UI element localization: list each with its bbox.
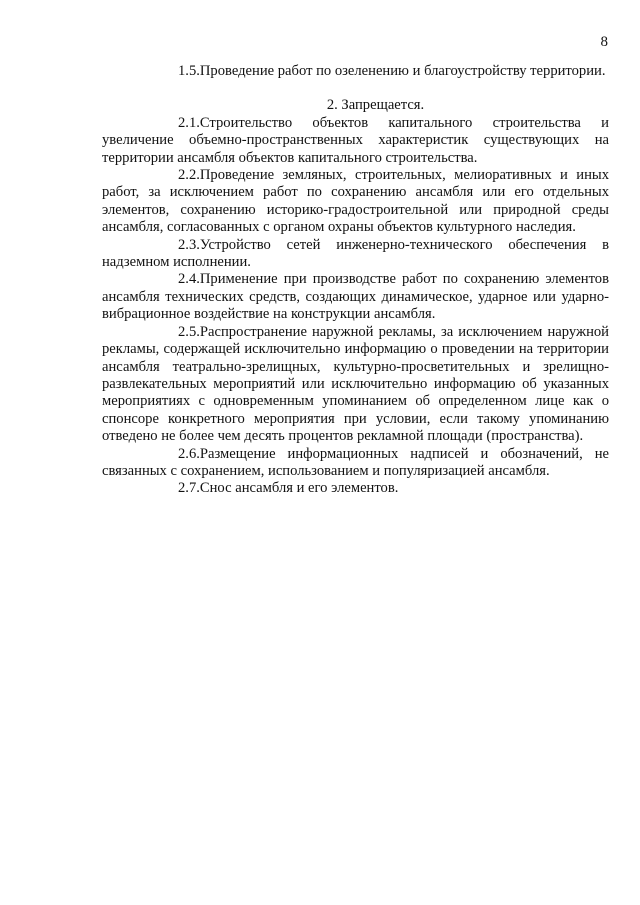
item-number: 2.4. [178,271,200,288]
item-text: Снос ансамбля и его элементов. [199,480,399,497]
item-number: 2.6. [178,445,200,462]
item-number: 2.2. [178,167,200,184]
item-text: Строительство объектов капитального строительства и увеличение объемно-пространственных характеристик существующих на территории ансамбля объектов капитального строительства. [102,114,609,166]
item-number: 2.7. [178,480,200,497]
item-text: Устройство сетей инженерно-технического обеспечения в надземном исполнении. [102,236,609,271]
list-item-2-4 [102,271,609,323]
list-item-2-7 [102,480,609,497]
document-body [102,63,609,498]
section-heading: 2. Запрещается. [326,97,425,114]
list-item-2-1 [102,115,609,167]
list-item-2-5 [102,324,609,446]
item-text: Распространение наружной рекламы, за исключением наружной рекламы, содержащей исключительно информацию о проведении на территории ансамбля театрально-зрелищных, культурно-просветительных и зрелищно-развлекательных мероприятий или исключительно информацию об указанных мероприятиях с одновременным упоминанием об определенном лице как о спонсоре конкретного мероприятия при условии, если такому упоминанию отведено не более чем десять процентов рекламной площади (пространства). [102,323,609,445]
item-text: Применение при производстве работ по сохранению элементов ансамбля технических средств, создающих динамическое, ударное или ударно-вибрационное воздействие на конструкции ансамбля. [102,271,609,323]
item-number: 1.5. [178,63,200,79]
list-item-2-6 [102,446,609,481]
page-number: 8 [600,34,608,50]
item-number: 2.3. [178,236,200,253]
item-text: Проведение работ по озеленению и благоустройству территории. [199,63,606,79]
item-number: 2.5. [178,323,200,340]
list-item-2-2 [102,167,609,237]
list-item-1-5 [102,63,609,80]
list-item-2-3 [102,237,609,272]
item-text: Проведение земляных, строительных, мелиоративных и иных работ, за исключением работ по сохранению ансамбля или его отдельных элементов, сохранению историко-градостроительной или природной среды ансамбля, согласованных с органом охраны объектов культурного наследия. [102,167,609,236]
item-number: 2.1. [178,114,200,131]
item-text: Размещение информационных надписей и обозначений, не связанных с сохранением, использованием и популяризацией ансамбля. [102,445,609,479]
